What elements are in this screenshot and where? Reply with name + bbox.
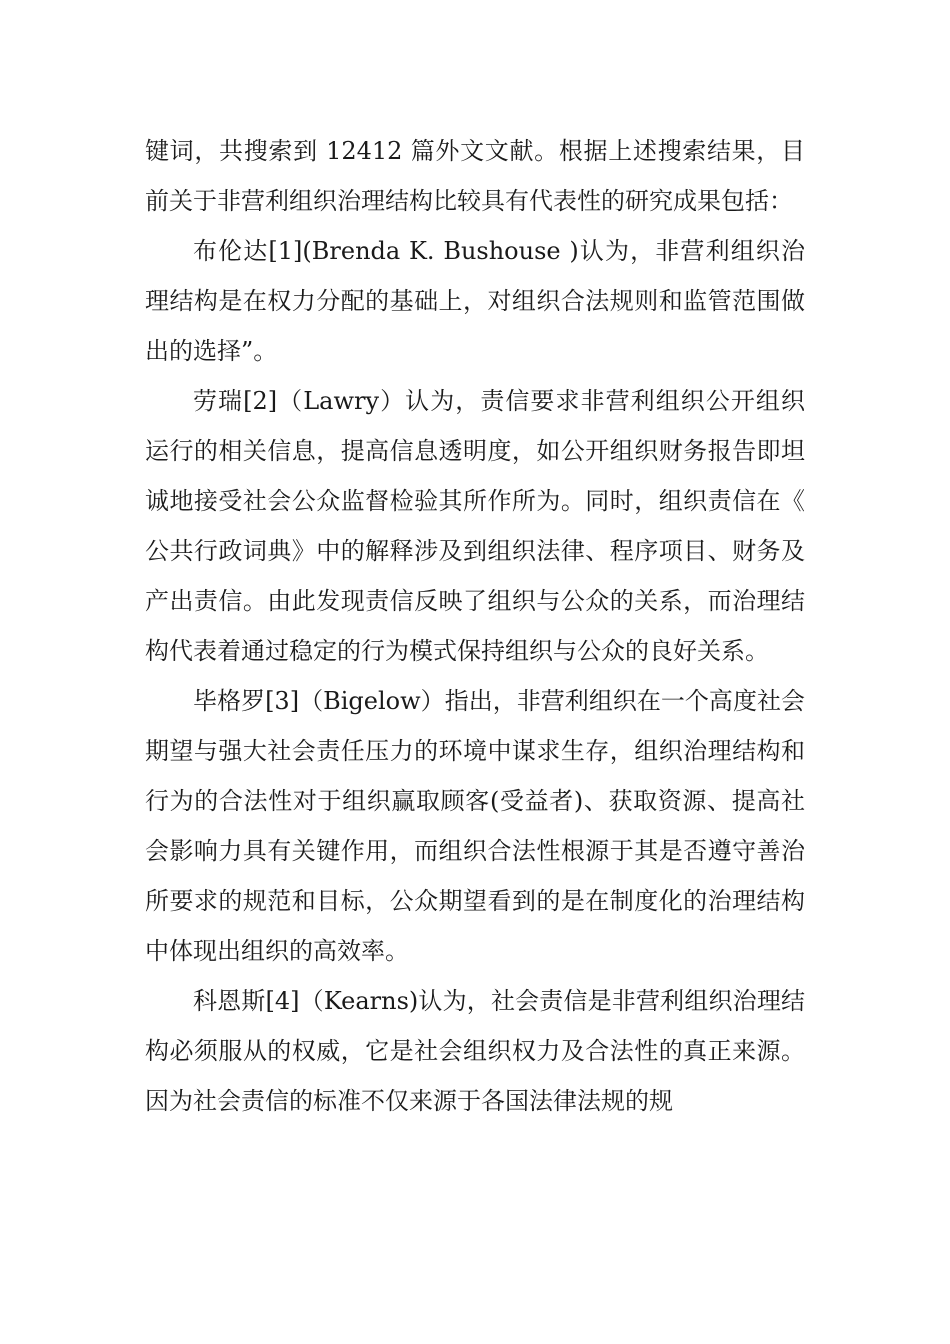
document-body bbox=[145, 126, 805, 1126]
paragraph-4: 毕格罗[3]（Bigelow）指出，非营利组织在一个高度社会期望与强大社会责任压力的环境中谋求生存，组织治理结构和行为的合法性对于组织赢取顾客(受益者)、获取资源、提高社会影响力具有关键作用，而组织合法性根源于其是否遵守善治所要求的规范和目标，公众期望看到的是在制度化的治理结构中体现出组织的高效率。 bbox=[145, 687, 805, 965]
paragraph-2: 布伦达[1](Brenda K. Bushouse )认为，非营利组织治理结构是在权力分配的基础上，对组织合法规则和监管范围做出的选择”。 bbox=[145, 237, 805, 365]
paragraph-3: 劳瑞[2]（Lawry）认为，责信要求非营利组织公开组织运行的相关信息，提高信息透明度，如公开组织财务报告即坦诚地接受社会公众监督检验其所作所为。同时，组织责信在《公共行政词典》中的解释涉及到组织法律、程序项目、财务及产出责信。由此发现责信反映了组织与公众的关系，而治理结构代表着通过稳定的行为模式保持组织与公众的良好关系。 bbox=[145, 387, 805, 665]
paragraph-1: 键词，共搜索到 12412 篇外文文献。根据上述搜索结果，目前关于非营利组织治理结构比较具有代表性的研究成果包括： bbox=[145, 137, 805, 215]
paragraph-5: 科恩斯[4]（Kearns)认为，社会责信是非营利组织治理结构必须服从的权威，它是社会组织权力及合法性的真正来源。因为社会责信的标准不仅来源于各国法律法规的规 bbox=[145, 987, 805, 1115]
